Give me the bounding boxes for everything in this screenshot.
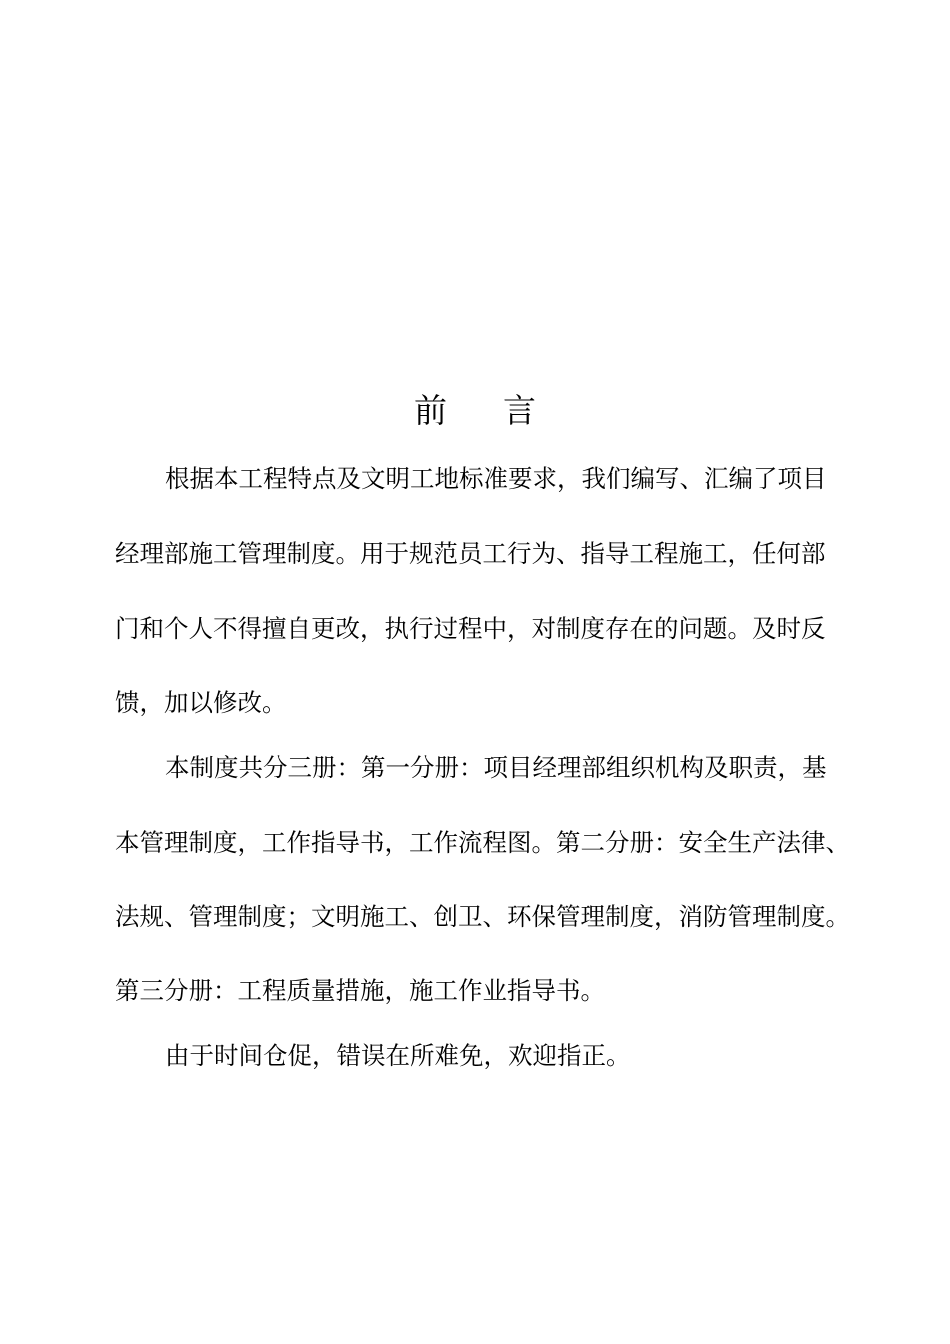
paragraph-1-line-1: 根据本工程特点及文明工地标准要求，我们编写、汇编了项目 bbox=[165, 464, 827, 493]
paragraph-2-line-2: 本管理制度，工作指导书，工作流程图。第二分册：安全生产法律、 bbox=[115, 828, 850, 857]
paragraph-3-line-1: 由于时间仓促，错误在所难免，欢迎指正。 bbox=[165, 1041, 631, 1070]
paragraph-2-line-4: 第三分册：工程质量措施，施工作业指导书。 bbox=[115, 976, 605, 1005]
paragraph-1-line-3: 门和个人不得擅自更改，执行过程中，对制度存在的问题。及时反 bbox=[115, 614, 826, 643]
paragraph-2-line-3: 法规、管理制度；文明施工、创卫、环保管理制度，消防管理制度。 bbox=[115, 902, 850, 931]
paragraph-1-line-2: 经理部施工管理制度。用于规范员工行为、指导工程施工，任何部 bbox=[115, 539, 826, 568]
paragraph-1-line-4: 馈，加以修改。 bbox=[115, 688, 287, 717]
paragraph-2-line-1: 本制度共分三册：第一分册：项目经理部组织机构及职责，基 bbox=[165, 753, 827, 782]
document-title: 前言 bbox=[414, 391, 592, 430]
